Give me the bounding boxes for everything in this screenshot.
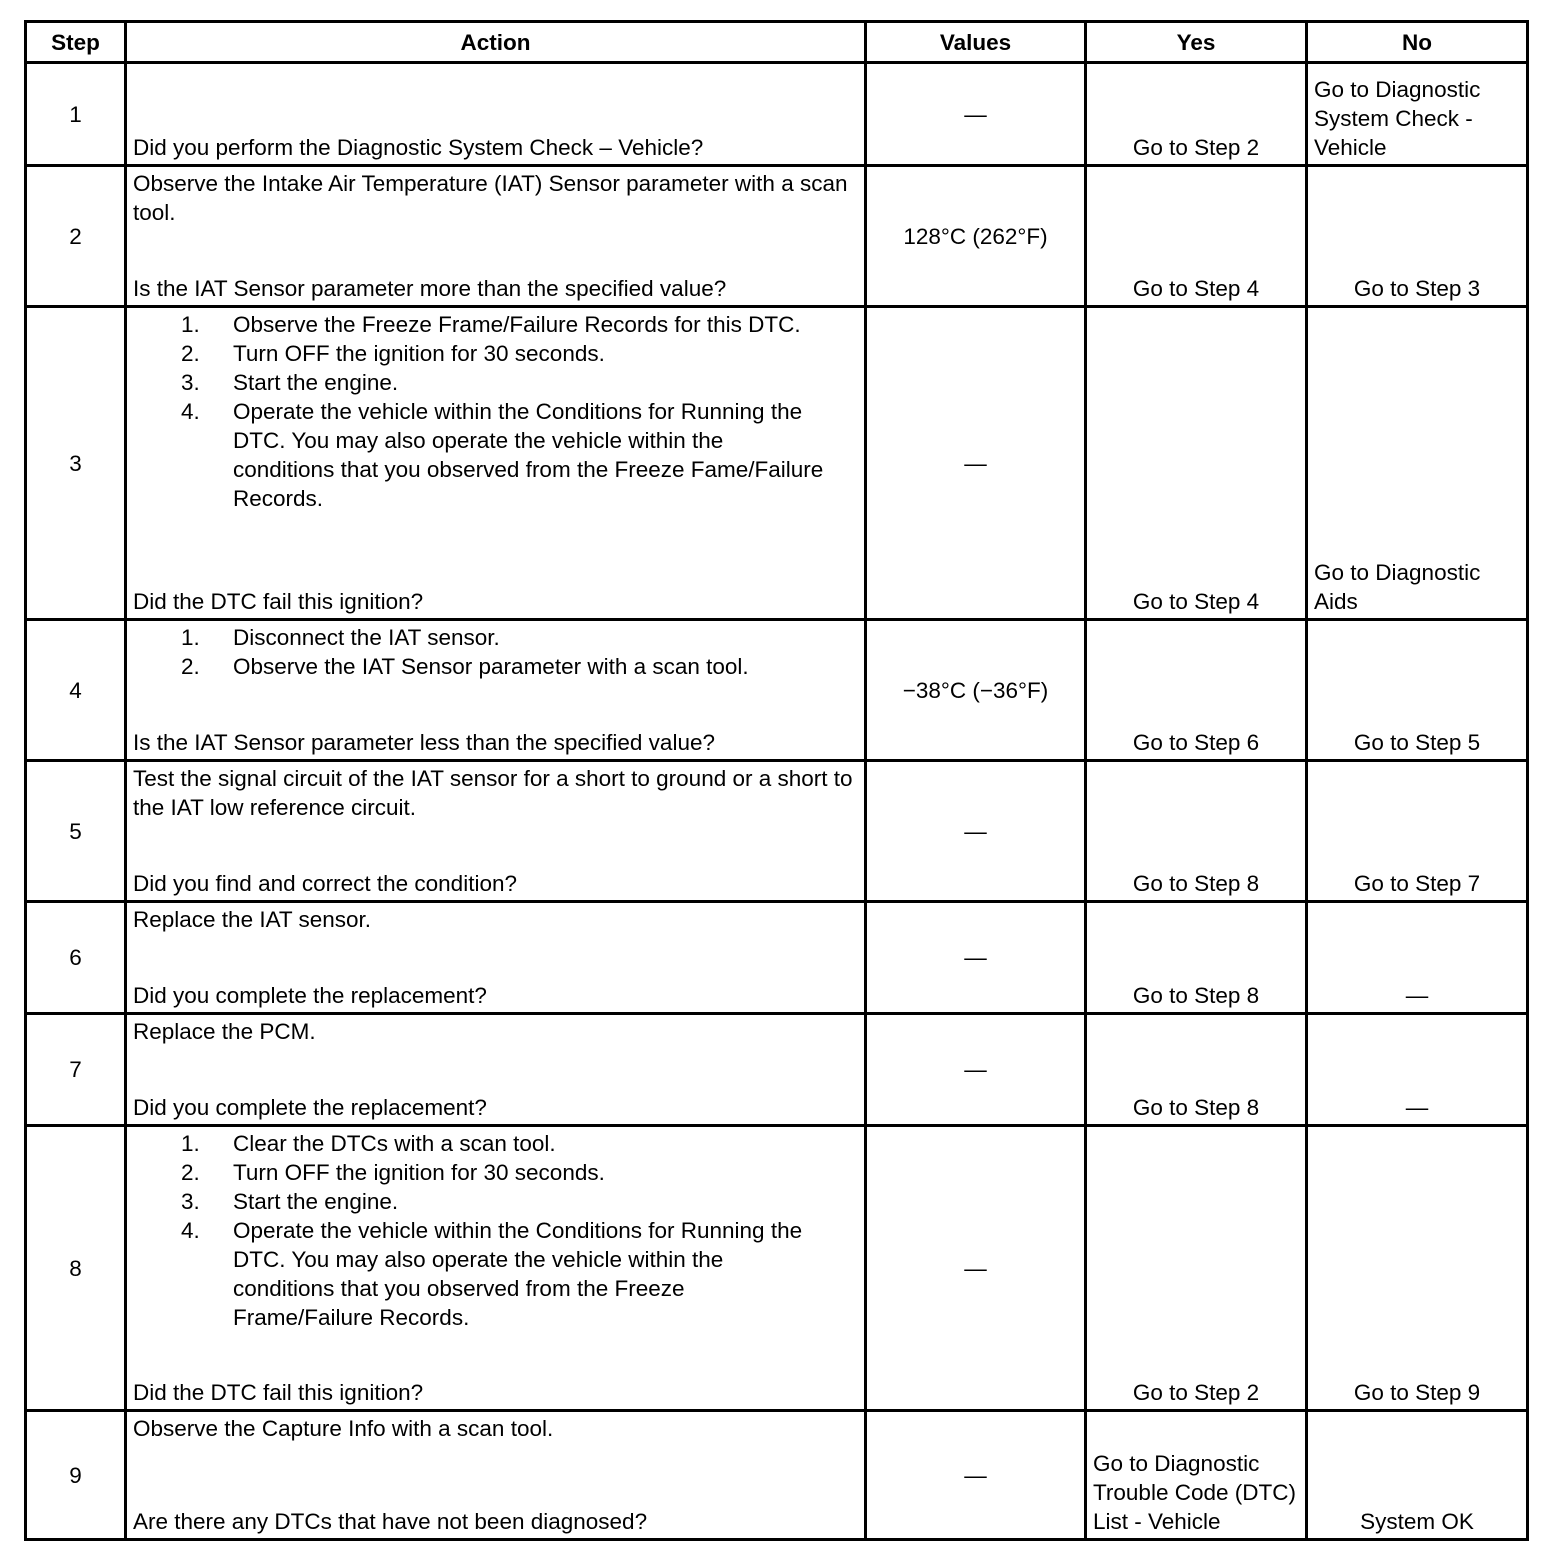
- no-cell: [1307, 1126, 1528, 1411]
- values-cell: —: [866, 902, 1086, 1014]
- yes-content: [1087, 167, 1305, 305]
- action-cell: [126, 307, 866, 620]
- yes-cell: [1086, 166, 1307, 307]
- step-cell: 8: [26, 1126, 126, 1411]
- no-cell: [1307, 1014, 1528, 1126]
- action-content: [127, 903, 864, 1012]
- values-cell: —: [866, 1126, 1086, 1411]
- action-cell: [126, 63, 866, 166]
- list-text: Observe the IAT Sensor parameter with a scan tool.: [233, 654, 749, 679]
- no-content: [1308, 308, 1526, 618]
- table-row: [26, 761, 1528, 902]
- no-text: —: [1405, 1095, 1429, 1120]
- no-text: Go to Step 3: [1353, 276, 1481, 301]
- yes-text: Go to Step 6: [1132, 730, 1260, 755]
- step-cell: 3: [26, 307, 126, 620]
- values-cell: −38°C (−36°F): [866, 620, 1086, 761]
- action-top: [133, 1129, 858, 1332]
- header-values: Values: [866, 22, 1086, 63]
- yes-text: Go to Step 8: [1132, 871, 1260, 896]
- action-top: [133, 623, 858, 681]
- list-text: Clear the DTCs with a scan tool.: [233, 1131, 556, 1156]
- list-text: Turn OFF the ignition for 30 seconds.: [233, 1160, 605, 1185]
- yes-cell: [1086, 307, 1307, 620]
- yes-cell: [1086, 1126, 1307, 1411]
- action-question: Did the DTC fail this ignition?: [133, 589, 424, 614]
- no-cell: [1307, 902, 1528, 1014]
- action-list-item: [133, 1129, 858, 1158]
- list-text: Disconnect the IAT sensor.: [233, 625, 500, 650]
- no-text: Go to Diagnostic Aids: [1314, 560, 1481, 614]
- list-text: Observe the Freeze Frame/Failure Records for this DTC.: [233, 312, 801, 337]
- action-top: [133, 905, 858, 934]
- values-cell: —: [866, 1014, 1086, 1126]
- action-cell: [126, 1126, 866, 1411]
- header-yes: Yes: [1086, 22, 1307, 63]
- action-cell: [126, 620, 866, 761]
- list-number: 1.: [181, 312, 200, 337]
- list-number: 3.: [181, 1189, 200, 1214]
- action-question: Is the IAT Sensor parameter more than the specified value?: [133, 276, 727, 301]
- action-content: [127, 167, 864, 305]
- no-content: [1308, 1127, 1526, 1409]
- diagnostic-table: [24, 20, 1529, 1541]
- yes-content: [1087, 762, 1305, 900]
- action-list-item: [133, 652, 858, 681]
- step-cell: 2: [26, 166, 126, 307]
- values-cell: 128°C (262°F): [866, 166, 1086, 307]
- no-text: Go to Diagnostic System Check - Vehicle: [1314, 77, 1481, 160]
- yes-text: Go to Step 8: [1132, 1095, 1260, 1120]
- list-number: 3.: [181, 370, 200, 395]
- action-top: [133, 310, 858, 513]
- action-intro: Observe the Capture Info with a scan tool.: [133, 1416, 554, 1441]
- no-content: [1308, 903, 1526, 1012]
- no-cell: [1307, 761, 1528, 902]
- values-cell: —: [866, 63, 1086, 166]
- no-cell: [1307, 620, 1528, 761]
- step-cell: 9: [26, 1411, 126, 1540]
- yes-text: Go to Step 4: [1132, 589, 1260, 614]
- no-cell: [1307, 63, 1528, 166]
- values-cell: —: [866, 307, 1086, 620]
- list-number: 2.: [181, 1160, 200, 1185]
- table-row: [26, 307, 1528, 620]
- values-cell: —: [866, 761, 1086, 902]
- action-cell: [126, 1411, 866, 1540]
- table-row: [26, 1014, 1528, 1126]
- no-content: [1308, 167, 1526, 305]
- action-question: Did you find and correct the condition?: [133, 871, 517, 896]
- list-number: 1.: [181, 625, 200, 650]
- action-cell: [126, 1014, 866, 1126]
- yes-text: Go to Step 2: [1132, 135, 1260, 160]
- action-list: [133, 1129, 858, 1332]
- table-row: [26, 63, 1528, 166]
- table-row: [26, 1126, 1528, 1411]
- yes-cell: [1086, 620, 1307, 761]
- list-text: Start the engine.: [233, 370, 399, 395]
- no-text: Go to Step 9: [1353, 1380, 1481, 1405]
- no-content: [1308, 762, 1526, 900]
- action-list-item: [133, 1187, 858, 1216]
- list-text: Operate the vehicle within the Conditions for Running the DTC. You may also operate the vehicle within the conditions that you observed from the Freeze Fame/Failure Records.: [233, 399, 824, 511]
- yes-content: [1087, 1127, 1305, 1409]
- no-cell: [1307, 166, 1528, 307]
- yes-content: [1087, 1412, 1305, 1538]
- table-row: [26, 902, 1528, 1014]
- step-cell: 7: [26, 1014, 126, 1126]
- action-content: [127, 762, 864, 900]
- action-top: [133, 1414, 858, 1443]
- action-list-item: [133, 397, 858, 513]
- action-question: Is the IAT Sensor parameter less than the specified value?: [133, 730, 715, 755]
- no-cell: [1307, 1411, 1528, 1540]
- action-cell: [126, 166, 866, 307]
- yes-text: Go to Step 8: [1132, 983, 1260, 1008]
- action-cell: [126, 761, 866, 902]
- action-content: [127, 308, 864, 618]
- list-number: 2.: [181, 654, 200, 679]
- list-number: 4.: [181, 399, 200, 424]
- no-text: Go to Step 5: [1353, 730, 1481, 755]
- step-cell: 5: [26, 761, 126, 902]
- no-content: [1308, 621, 1526, 759]
- action-intro: Test the signal circuit of the IAT sensor for a short to ground or a short to the IAT low reference circuit.: [133, 766, 853, 820]
- action-list-item: [133, 368, 858, 397]
- table-body: [26, 63, 1528, 1540]
- list-number: 2.: [181, 341, 200, 366]
- list-text: Operate the vehicle within the Conditions for Running the DTC. You may also operate the vehicle within the conditions that you observed from the Freeze Frame/Failure Records.: [233, 1218, 803, 1330]
- yes-cell: [1086, 1411, 1307, 1540]
- yes-text: Go to Step 2: [1132, 1380, 1260, 1405]
- action-question: Did the DTC fail this ignition?: [133, 1380, 424, 1405]
- table-row: [26, 1411, 1528, 1540]
- yes-content: [1087, 308, 1305, 618]
- table-row: [26, 166, 1528, 307]
- header-row: [26, 22, 1528, 63]
- action-content: [127, 64, 864, 164]
- yes-content: [1087, 1015, 1305, 1124]
- action-content: [127, 1127, 864, 1409]
- step-cell: 6: [26, 902, 126, 1014]
- action-intro: Replace the IAT sensor.: [133, 907, 372, 932]
- no-text: Go to Step 7: [1353, 871, 1481, 896]
- action-list-item: [133, 339, 858, 368]
- action-top: [133, 1017, 858, 1046]
- step-cell: 4: [26, 620, 126, 761]
- action-top: [133, 764, 858, 822]
- list-number: 4.: [181, 1218, 200, 1243]
- header-no: No: [1307, 22, 1528, 63]
- yes-text: Go to Step 4: [1132, 276, 1260, 301]
- list-number: 1.: [181, 1131, 200, 1156]
- action-question: Did you complete the replacement?: [133, 983, 487, 1008]
- no-content: [1308, 1412, 1526, 1538]
- action-content: [127, 1412, 864, 1538]
- action-list: [133, 623, 858, 681]
- action-cell: [126, 902, 866, 1014]
- no-cell: [1307, 307, 1528, 620]
- no-content: [1308, 64, 1526, 164]
- action-list-item: [133, 623, 858, 652]
- action-top: [133, 169, 858, 227]
- yes-content: [1087, 621, 1305, 759]
- action-list-item: [133, 310, 858, 339]
- list-text: Turn OFF the ignition for 30 seconds.: [233, 341, 605, 366]
- action-content: [127, 621, 864, 759]
- header-step: Step: [26, 22, 126, 63]
- no-content: [1308, 1015, 1526, 1124]
- yes-content: [1087, 903, 1305, 1012]
- no-text: —: [1405, 983, 1429, 1008]
- yes-cell: [1086, 902, 1307, 1014]
- yes-text: Go to Diagnostic Trouble Code (DTC) List - Vehicle: [1093, 1451, 1296, 1534]
- list-text: Start the engine.: [233, 1189, 399, 1214]
- yes-cell: [1086, 761, 1307, 902]
- no-text: System OK: [1360, 1509, 1474, 1534]
- action-intro: Replace the PCM.: [133, 1019, 316, 1044]
- action-list-item: [133, 1158, 858, 1187]
- header-action: Action: [126, 22, 866, 63]
- step-cell: 1: [26, 63, 126, 166]
- action-question: Are there any DTCs that have not been diagnosed?: [133, 1509, 648, 1534]
- action-question: Did you complete the replacement?: [133, 1095, 487, 1120]
- values-cell: —: [866, 1411, 1086, 1540]
- yes-cell: [1086, 1014, 1307, 1126]
- action-list-item: [133, 1216, 858, 1332]
- yes-content: [1087, 64, 1305, 164]
- action-question: Did you perform the Diagnostic System Check – Vehicle?: [133, 135, 704, 160]
- table-row: [26, 620, 1528, 761]
- yes-cell: [1086, 63, 1307, 166]
- action-content: [127, 1015, 864, 1124]
- action-list: [133, 310, 858, 513]
- action-intro: Observe the Intake Air Temperature (IAT) Sensor parameter with a scan tool.: [133, 171, 848, 225]
